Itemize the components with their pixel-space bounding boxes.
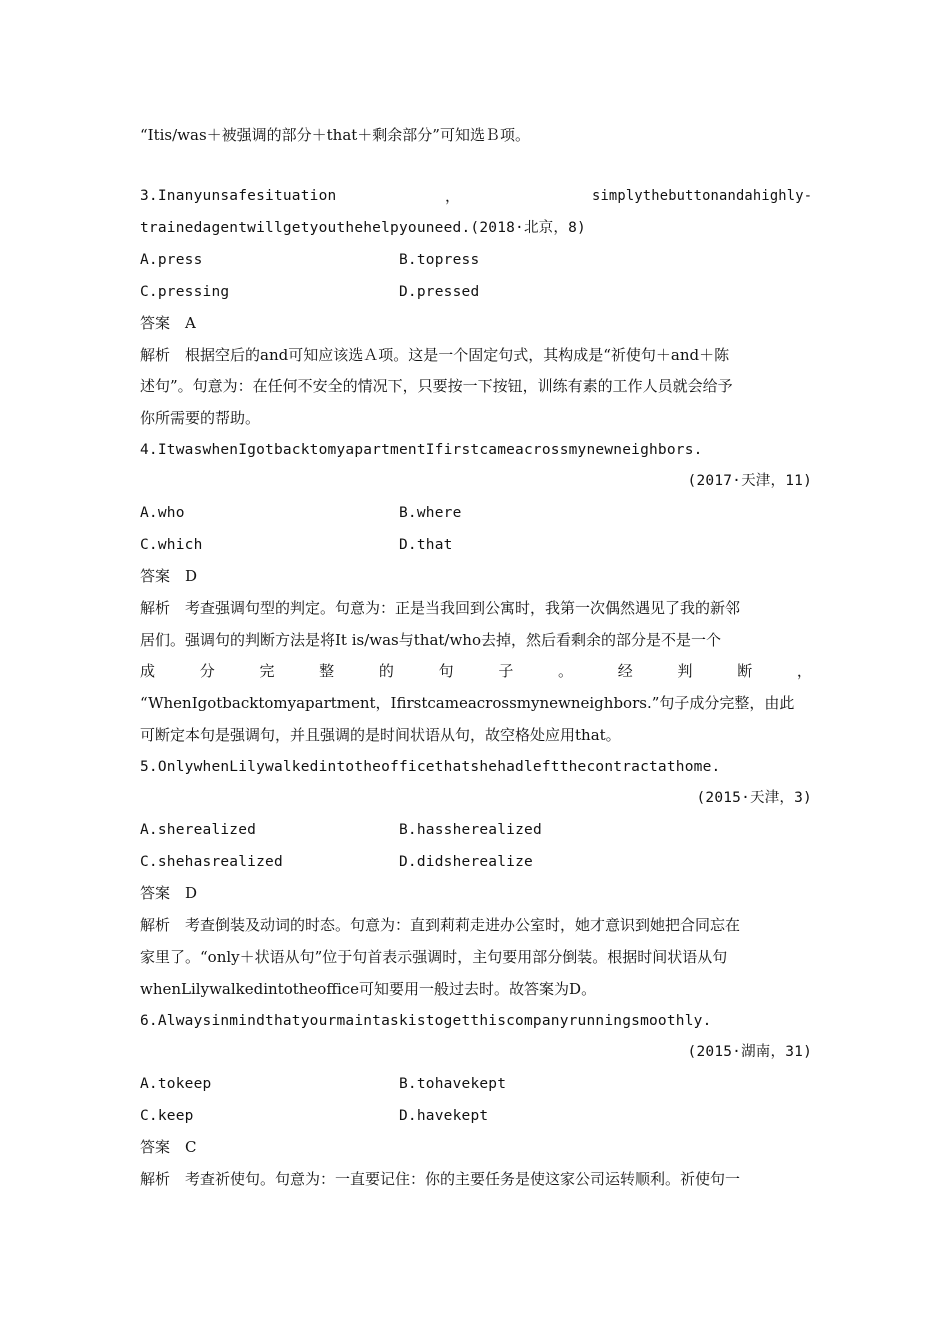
char: 句 xyxy=(438,662,454,680)
q4-option-a: A.who xyxy=(140,505,185,521)
char: 。 xyxy=(558,662,574,680)
q6-answer: 答案 C xyxy=(140,1138,197,1156)
q4-option-b: B.where xyxy=(399,505,462,521)
q6-option-a: A.tokeep xyxy=(140,1076,212,1092)
q4-option-d: D.that xyxy=(399,537,453,553)
char: 判 xyxy=(677,662,693,680)
char: 成 xyxy=(140,662,156,680)
char: 子 xyxy=(498,662,514,680)
char: 断 xyxy=(737,662,753,680)
intro-text: “Itis/was＋被强调的部分＋that＋剩余部分”可知选Ｂ项。 xyxy=(140,126,530,144)
q4-answer: 答案 D xyxy=(140,567,198,585)
q5-explanation-3: whenLilywalkedintotheoffice可知要用一般过去时。故答案为D。 xyxy=(140,980,597,998)
char: 的 xyxy=(378,662,394,680)
q5-option-a: A.sherealized xyxy=(140,822,257,838)
char: 整 xyxy=(319,662,335,680)
q4-explanation-1: 解析 考查强调句型的判定。句意为：正是当我回到公寓时，我第一次偶然遇见了我的新邻 xyxy=(140,599,741,617)
q3-answer: 答案 A xyxy=(140,314,196,332)
q4-stem: 4.ItwaswhenIgotbacktomyapartmentIfirstcameacrossmynewneighbors. xyxy=(140,442,703,458)
q6-explanation-1: 解析 考查祈使句。句意为：一直要记住：你的主要任务是使这家公司运转顺利。祈使句一 xyxy=(140,1170,741,1188)
q4-source: (2017·天津，11) xyxy=(687,473,812,489)
q5-option-d: D.didsherealize xyxy=(399,854,533,870)
q3-explanation-2: 述句”。句意为：在任何不安全的情况下，只要按一下按钮，训练有素的工作人员就会给予 xyxy=(140,377,733,395)
q3-option-b: B.topress xyxy=(399,252,480,268)
q4-explanation-2: 居们。强调句的判断方法是将It is/was与that/who去掉，然后看剩余的部分是不是一个 xyxy=(140,631,721,649)
q5-option-b: B.hassherealized xyxy=(399,822,542,838)
char: 分 xyxy=(199,662,215,680)
q5-stem: 5.OnlywhenLilywalkedintotheofficethatshehadleftthecontractathome. xyxy=(140,759,721,775)
q3-stem-start: 3.Inanyunsafesituation xyxy=(140,188,337,204)
q6-stem: 6.Alwaysinmindthatyourmaintaskistogetthiscompanyrunningsmoothly. xyxy=(140,1013,712,1029)
char: 经 xyxy=(617,662,633,680)
char: 完 xyxy=(259,662,275,680)
q4-explanation-3 xyxy=(140,661,812,681)
q5-explanation-1: 解析 考查倒装及动词的时态。句意为：直到莉莉走进办公室时，她才意识到她把合同忘在 xyxy=(140,916,741,934)
q4-explanation-4: “WhenIgotbacktomyapartment，Ifirstcameacrossmynewneighbors.”句子成分完整，由此 xyxy=(140,694,795,712)
q4-option-c: C.which xyxy=(140,537,203,553)
q3-option-d: D.pressed xyxy=(399,284,480,300)
q3-option-c: C.pressing xyxy=(140,284,230,300)
q6-option-c: C.keep xyxy=(140,1108,194,1124)
q6-source: (2015·湖南，31) xyxy=(687,1044,812,1060)
q3-stem-cont: trainedagentwillgetyouthehelpyouneed.(2018·北京，8) xyxy=(140,220,586,236)
q3-explanation-3: 你所需要的帮助。 xyxy=(140,409,261,427)
q5-explanation-2: 家里了。“only＋状语从句”位于句首表示强调时，主句要用部分倒装。根据时间状语从句 xyxy=(140,948,728,966)
q5-option-c: C.shehasrealized xyxy=(140,854,283,870)
q3-stem-end: simplythebuttonandahighly- xyxy=(592,188,813,204)
q6-option-d: D.havekept xyxy=(399,1108,489,1124)
q3-stem-comma: ， xyxy=(445,187,461,205)
q5-answer: 答案 D xyxy=(140,884,198,902)
q6-option-b: B.tohavekept xyxy=(399,1076,507,1092)
char: ， xyxy=(796,662,812,680)
q5-source: (2015·天津，3) xyxy=(696,790,812,806)
q3-option-a: A.press xyxy=(140,252,203,268)
q3-explanation-1: 解析 根据空后的and可知应该选Ａ项。这是一个固定句式，其构成是“祈使句＋and＋陈 xyxy=(140,346,730,364)
q4-explanation-5: 可断定本句是强调句，并且强调的是时间状语从句，故空格处应用that。 xyxy=(140,726,621,744)
